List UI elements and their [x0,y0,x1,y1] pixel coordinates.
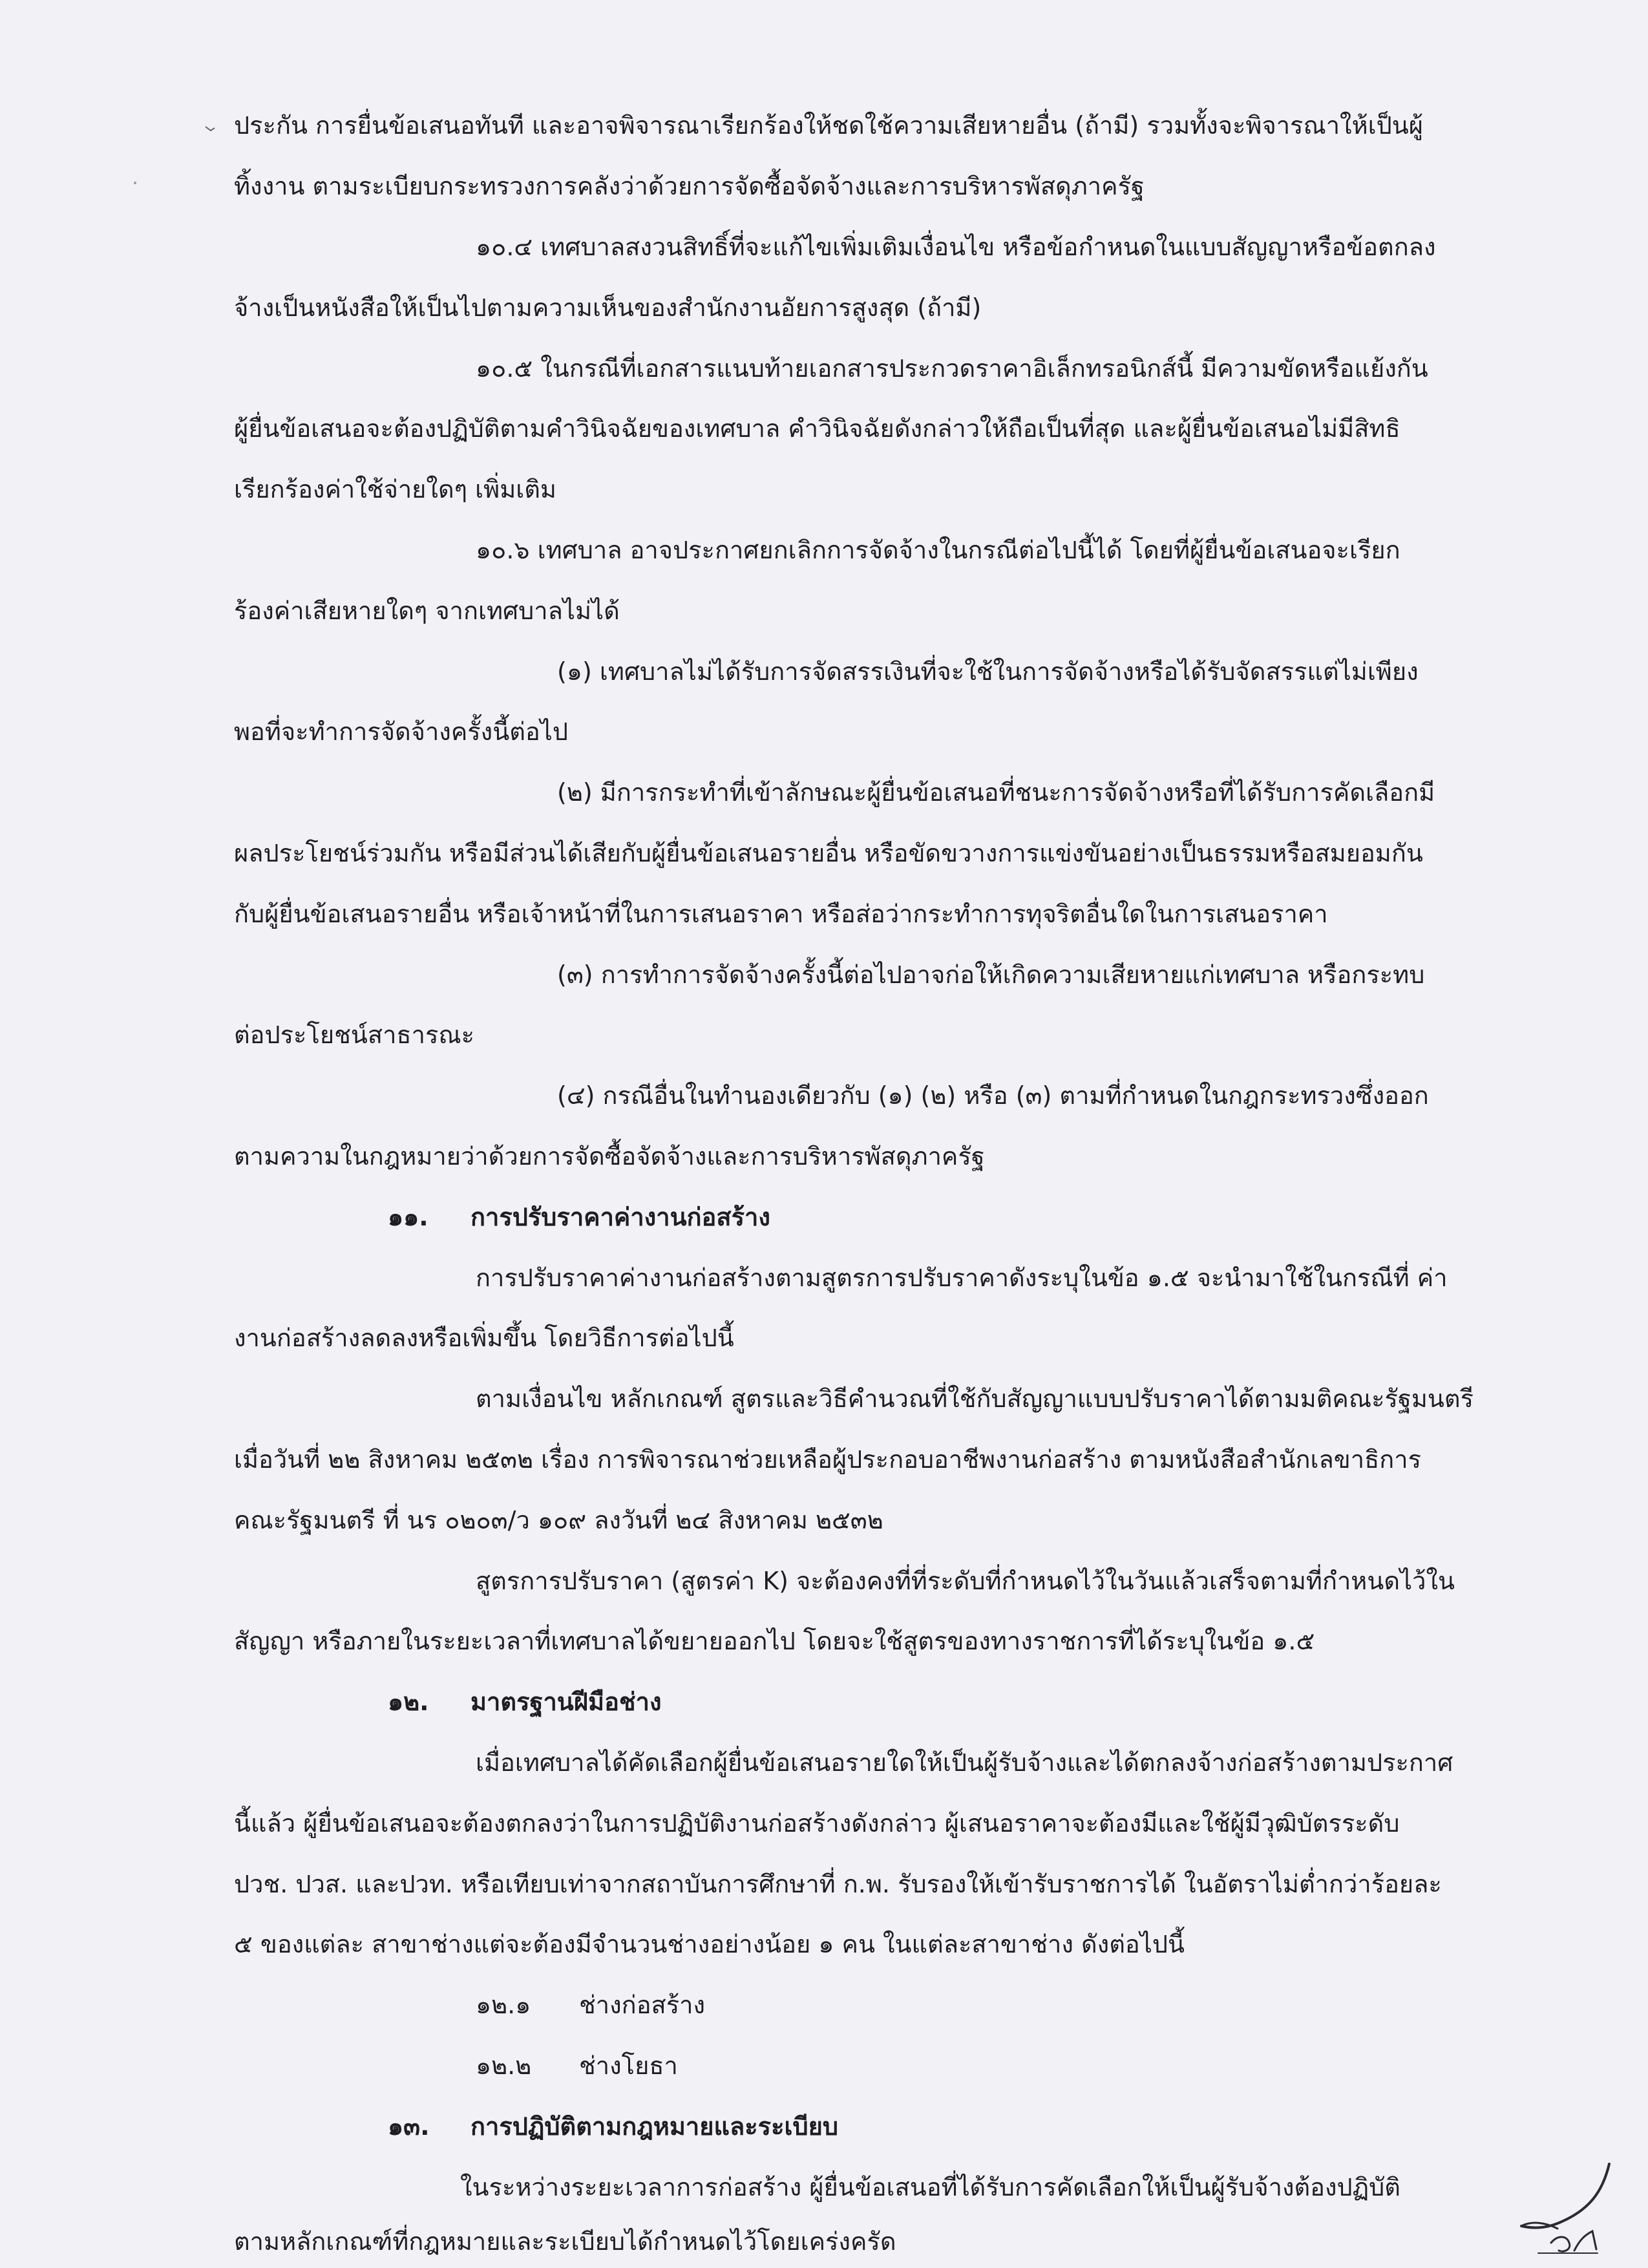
section-number: ๑๑. [388,1203,428,1231]
body-line: ผู้ยื่นข้อเสนอจะต้องปฏิบัติตามคำวินิจฉัยของเทศบาล คำวินิจฉัยดังกล่าวให้ถือเป็นที่สุด และผู้ยื่นข้อเสนอไม่มีสิทธิ [234,414,1400,443]
item-3-line: (๓) การทำการจัดจ้างครั้งนี้ต่อไปอาจก่อให้เกิดความเสียหายแก่เทศบาล หรือกระทบ [557,960,1425,989]
section-number: ๑๓. [388,2112,430,2141]
subitem-12-2 [476,2049,863,2083]
body-line: คณะรัฐมนตรี ที่ นร ๐๒๐๓/ว ๑๐๙ ลงวันที่ ๒๔ สิงหาคม ๒๕๓๒ [234,1506,883,1534]
section-12-heading [388,1685,1163,1719]
body-line: สูตรการปรับราคา (สูตรค่า K) จะต้องคงที่ที่ระดับที่กำหนดไว้ในวันแล้วเสร็จตามที่กำหนดไว้ใน [476,1567,1455,1595]
body-line: ตามความในกฎหมายว่าด้วยการจัดซื้อจัดจ้างและการบริหารพัสดุภาครัฐ [234,1142,985,1171]
body-line: ทิ้งงาน ตามระเบียบกระทรวงการคลังว่าด้วยการจัดซื้อจัดจ้างและการบริหารพัสดุภาครัฐ [234,172,1145,200]
scan-mark [132,180,138,186]
section-number: ๑๒. [388,1688,429,1716]
body-line: นี้แล้ว ผู้ยื่นข้อเสนอจะต้องตกลงว่าในการปฏิบัติงานก่อสร้างดังกล่าว ผู้เสนอราคาจะต้องมีและใช้ผู้มีวุฒิบัตรระดับ [234,1809,1400,1838]
section-13-heading [388,2110,1163,2143]
body-line: กับผู้ยื่นข้อเสนอรายอื่น หรือเจ้าหน้าที่ในการเสนอราคา หรือส่อว่ากระทำการทุจริตอื่นใดในการเสนอราคา [234,900,1328,928]
item-1-line: (๑) เทศบาลไม่ได้รับการจัดสรรเงินที่จะใช้ในการจัดจ้างหรือได้รับจัดสรรแต่ไม่เพียง [557,657,1419,686]
body-line: เมื่อวันที่ ๒๒ สิงหาคม ๒๕๓๒ เรื่อง การพิจารณาช่วยเหลือผู้ประกอบอาชีพงานก่อสร้าง ตามหนังสือสำนักเลขาธิการ [234,1445,1422,1474]
item-4-line: (๔) กรณีอื่นในทำนองเดียวกับ (๑) (๒) หรือ (๓) ตามที่กำหนดในกฎกระทรวงซึ่งออก [557,1081,1429,1110]
body-line: ๕ ของแต่ละ สาขาช่างแต่จะต้องมีจำนวนช่างอย่างน้อย ๑ คน ในแต่ละสาขาช่าง ดังต่อไปนี้ [234,1930,1185,1958]
subitem-12-1 [476,1988,863,2022]
scan-mark [204,123,217,136]
subitem-label: ช่างก่อสร้าง [579,1991,706,2019]
clause-10-4-line: ๑๐.๔ เทศบาลสงวนสิทธิ์ที่จะแก้ไขเพิ่มเติมเงื่อนไข หรือข้อกำหนดในแบบสัญญาหรือข้อตกลง [476,233,1436,261]
section-title: การปรับราคาค่างานก่อสร้าง [470,1203,770,1231]
body-line: การปรับราคาค่างานก่อสร้างตามสูตรการปรับราคาดังระบุในข้อ ๑.๕ จะนำมาใช้ในกรณีที่ ค่า [476,1264,1448,1292]
body-line: สัญญา หรือภายในระยะเวลาที่เทศบาลได้ขยายออกไป โดยจะใช้สูตรของทางราชการที่ได้ระบุในข้อ ๑.๕ [234,1627,1315,1655]
body-line: ผลประโยชน์ร่วมกัน หรือมีส่วนได้เสียกับผู้ยื่นข้อเสนอรายอื่น หรือขัดขวางการแข่งขันอย่างเป็นธรรมหรือสมยอมกัน [234,839,1423,867]
body-line: ปวช. ปวส. และปวท. หรือเทียบเท่าจากสถาบันการศึกษาที่ ก.พ. รับรองให้เข้ารับราชการได้ ในอัตราไม่ต่ำกว่าร้อยละ [234,1870,1442,1898]
body-line: ตามหลักเกณฑ์ที่กฎหมายและระเบียบได้กำหนดไว้โดยเคร่งครัด [234,2227,896,2256]
subitem-number: ๑๒.๑ [476,1991,531,2019]
body-line: ต่อประโยชน์สาธารณะ [234,1021,475,1049]
subitem-number: ๑๒.๒ [476,2051,532,2080]
body-line: งานก่อสร้างลดลงหรือเพิ่มขึ้น โดยวิธีการต่อไปนี้ [234,1324,734,1352]
section-title: มาตรฐานฝีมือช่าง [470,1688,662,1716]
body-line: เมื่อเทศบาลได้คัดเลือกผู้ยื่นข้อเสนอรายใดให้เป็นผู้รับจ้างและได้ตกลงจ้างก่อสร้างตามประกาศ [476,1748,1453,1777]
clause-10-5-line: ๑๐.๕ ในกรณีที่เอกสารแนบท้ายเอกสารประกวดราคาอิเล็กทรอนิกส์นี้ มีความขัดหรือแย้งกัน [476,354,1428,383]
body-line: ประกัน การยื่นข้อเสนอทันที และอาจพิจารณาเรียกร้องให้ชดใช้ความเสียหายอื่น (ถ้ามี) รวมทั้งจะพิจารณาให้เป็นผู้ [234,111,1424,140]
body-line: ร้องค่าเสียหายใดๆ จากเทศบาลไม่ได้ [234,597,620,625]
body-line: ในระหว่างระยะเวลาการก่อสร้าง ผู้ยื่นข้อเสนอที่ได้รับการคัดเลือกให้เป็นผู้รับจ้างต้องปฏิบัติ [460,2173,1400,2201]
body-line: เรียกร้องค่าใช้จ่ายใดๆ เพิ่มเติม [234,475,556,503]
section-title: การปฏิบัติตามกฎหมายและระเบียบ [470,2112,838,2141]
handwritten-signature [1512,2159,1622,2256]
clause-10-6-line: ๑๐.๖ เทศบาล อาจประกาศยกเลิกการจัดจ้างในกรณีต่อไปนี้ได้ โดยที่ผู้ยื่นข้อเสนอจะเรียก [476,536,1400,564]
item-2-line: (๒) มีการกระทำที่เข้าลักษณะผู้ยื่นข้อเสนอที่ชนะการจัดจ้างหรือที่ได้รับการคัดเลือกมี [557,778,1435,807]
section-11-heading [388,1200,1163,1234]
body-line: พอที่จะทำการจัดจ้างครั้งนี้ต่อไป [234,717,568,746]
body-line: ตามเงื่อนไข หลักเกณฑ์ สูตรและวิธีคำนวณที่ใช้กับสัญญาแบบปรับราคาได้ตามมติคณะรัฐมนตรี [476,1384,1474,1413]
body-line: จ้างเป็นหนังสือให้เป็นไปตามความเห็นของสำนักงานอัยการสูงสุด (ถ้ามี) [234,293,982,322]
subitem-label: ช่างโยธา [579,2051,678,2080]
